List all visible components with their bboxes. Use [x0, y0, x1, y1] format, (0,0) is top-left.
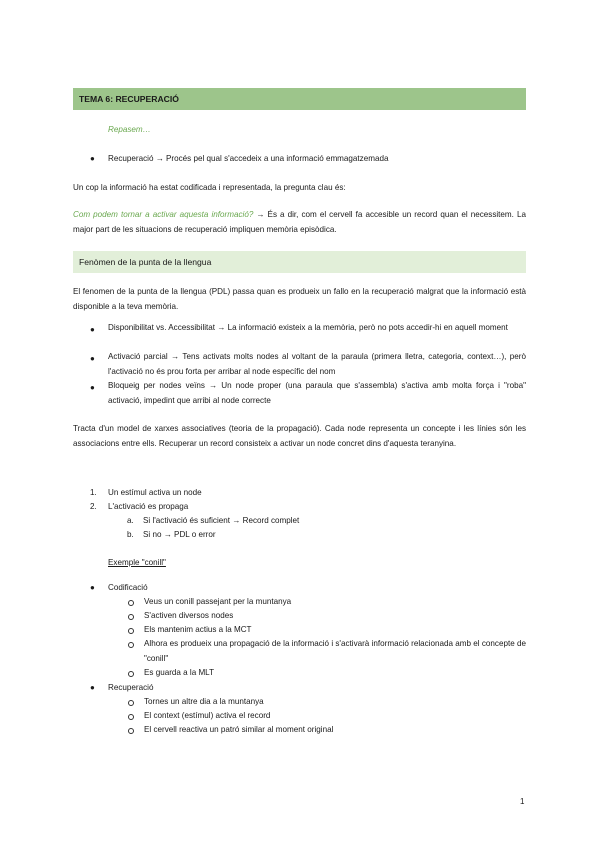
list-letter: b. — [127, 530, 134, 539]
list-item: Bloqueig per nodes veïns → Un node proper (una paraula que s'assembla) s'activa amb molta força i "roba" activació, impedint que arribi al node correcte — [108, 381, 526, 405]
section-title: Fenòmen de la punta de la llengua — [79, 257, 212, 267]
key-question: Com podem tornar a activar aquesta informació? — [73, 210, 254, 219]
key-question-paragraph — [73, 207, 526, 237]
page-number: 1 — [520, 797, 525, 806]
list-item: Si no → PDL o error — [143, 530, 216, 539]
pdl-definition-paragraph: El fenomen de la punta de la llengua (PDL) passa quan es produeix un fallo en la recuperació malgrat que la informació està disponible a la teva memòria. — [73, 287, 526, 311]
list-item: Els mantenim actius a la MCT — [144, 625, 252, 634]
intro-lead-text: Un cop la informació ha estat codificada i representada, la pregunta clau és: — [73, 183, 346, 192]
chapter-title-band — [73, 88, 526, 110]
example-title: Exemple "conill" — [108, 558, 166, 567]
circle-bullet — [128, 642, 134, 648]
section-title-band — [73, 251, 526, 273]
bullet-dot: ● — [90, 354, 95, 363]
list-item: El context (estímul) activa el record — [144, 711, 271, 720]
list-item: Es guarda a la MLT — [144, 668, 215, 677]
list-item: Alhora es produeix una propagació de la informació i s'activarà informació relacionada amb el concepte de "conill" — [144, 639, 526, 663]
repasem-label: Repasem… — [108, 125, 151, 134]
chapter-title: TEMA 6: RECUPERACIÓ — [79, 94, 179, 104]
bullet-dot: ● — [90, 154, 95, 163]
circle-bullet — [128, 614, 134, 620]
bullet-dot: ● — [90, 325, 95, 334]
circle-bullet — [128, 714, 134, 720]
list-number: 2. — [90, 502, 97, 511]
bullet-dot: ● — [90, 383, 95, 392]
network-model-paragraph: Tracta d'un model de xarxes associatives (teoria de la propagació). Cada node representa un concepte i les línies són les associacions entre ells. Recuperar un record consisteix a activar un node concret dins d'aquesta teranyina. — [73, 424, 526, 448]
circle-bullet — [128, 628, 134, 634]
bullet-dot: ● — [90, 583, 95, 592]
codificacio-label: Codificació — [108, 583, 148, 592]
list-item: Si l'activació és suficient → Record complet — [143, 516, 300, 525]
circle-bullet — [128, 671, 134, 677]
bullet-dot: ● — [90, 683, 95, 692]
list-item: L'activació es propaga — [108, 502, 189, 511]
recuperacio-label: Recuperació — [108, 683, 154, 692]
list-item: Activació parcial → Tens activats molts nodes al voltant de la paraula (primera lletra, categoria, context…), però l'activació no és prou forta per arribar al node específic del nom — [108, 352, 526, 376]
circle-bullet — [128, 600, 134, 606]
list-number: 1. — [90, 488, 97, 497]
list-item: Un estímul activa un node — [108, 488, 202, 497]
list-item: Tornes un altre dia a la muntanya — [144, 697, 264, 706]
circle-bullet — [128, 728, 134, 734]
list-item: Disponibilitat vs. Accessibilitat → La informació existeix a la memòria, però no pots accedir-hi en aquell moment — [108, 323, 508, 332]
list-item: Veus un conill passejant per la muntanya — [144, 597, 292, 606]
list-letter: a. — [127, 516, 134, 525]
recuperacio-definition: Recuperació → Procés pel qual s'accedeix a una informació emmagatzemada — [108, 154, 389, 163]
key-question-explanation: → És a dir, com el cervell fa accesible un record quan el necessitem. La major part de les situacions de recuperació impliquen memòria episòdica. — [73, 210, 526, 234]
circle-bullet — [128, 700, 134, 706]
list-item: El cervell reactiva un patró similar al moment original — [144, 725, 334, 734]
list-item: S'activen diversos nodes — [144, 611, 234, 620]
